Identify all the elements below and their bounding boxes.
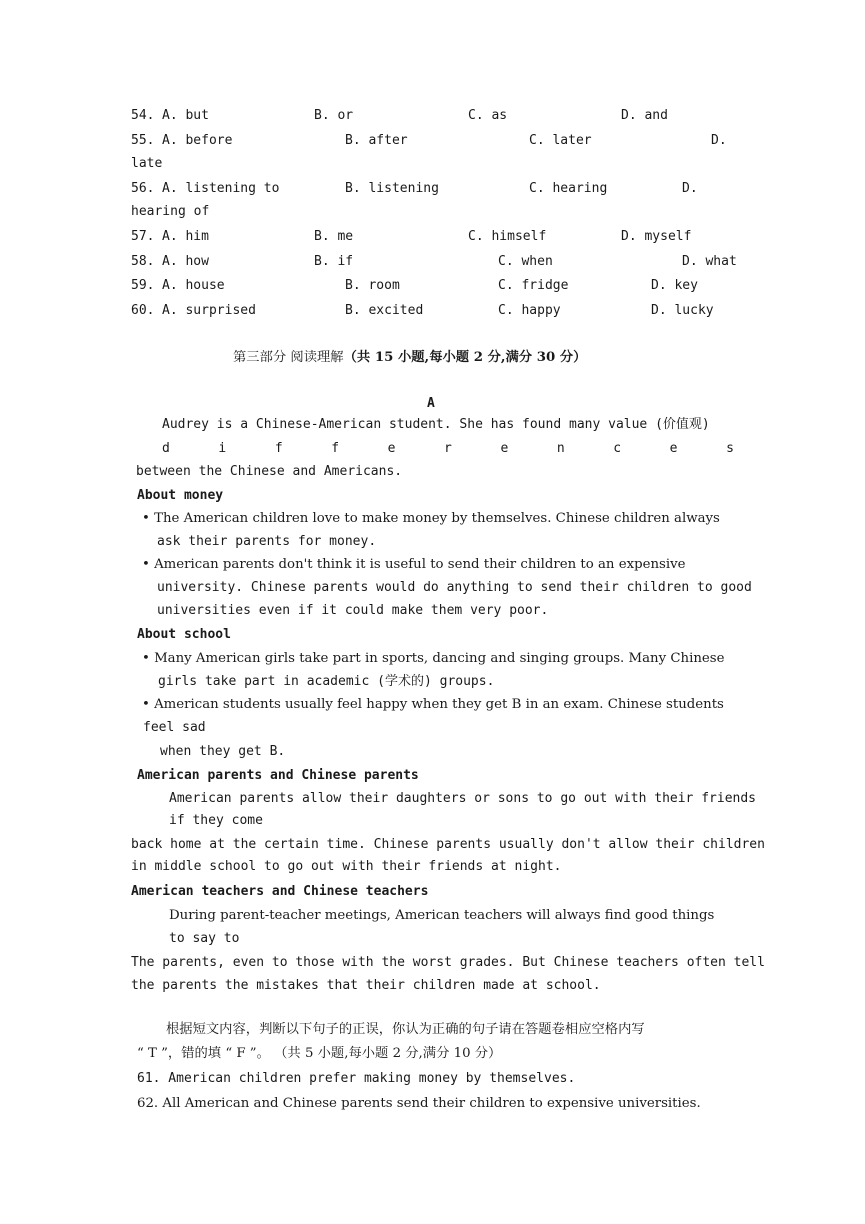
money-bullet-2-cont: university. Chinese parents would do anything to send their children to good <box>157 580 752 595</box>
parents-line: in middle school to go out with their friends at night. <box>131 859 562 874</box>
spread-letter: f <box>331 441 340 456</box>
option-c: C. hearing <box>529 181 608 196</box>
option-c: C. later <box>529 133 592 148</box>
school-bullet-1: • Many American girls take part in sports, dancing and singing groups. Many Chinese <box>142 651 725 666</box>
option-a: A. him <box>162 229 209 244</box>
parents-line: if they come <box>169 813 263 828</box>
option-a: A. listening to <box>162 181 280 196</box>
option-b: B. excited <box>345 303 424 318</box>
question-number: 59. <box>131 278 155 293</box>
option-a: A. but <box>162 108 209 123</box>
parents-line: American parents allow their daughters or sons to go out with their friends <box>169 791 756 806</box>
teachers-line: the parents the mistakes that their children made at school. <box>131 978 601 993</box>
spread-letter: r <box>444 441 452 456</box>
spread-letter: n <box>556 441 565 456</box>
question-number: 56. <box>131 181 155 196</box>
option-c: C. happy <box>498 303 561 318</box>
teachers-line: to say to <box>169 931 240 946</box>
instructions-line2: “ T ”，错的填 “ F ”。 （共 5 小题,每小题 2 分,满分 10 分） <box>137 1046 502 1061</box>
school-bullet-2: • American students usually feel happy when they get B in an exam. Chinese students <box>142 697 724 712</box>
money-bullet-2-cont: universities even if it could make them very poor. <box>157 603 549 618</box>
option-d: D. what <box>682 254 737 269</box>
option-b: B. if <box>314 254 354 269</box>
section-part: 第三部分 阅读理解 <box>233 350 344 365</box>
heading-parents: American parents and Chinese parents <box>137 768 419 783</box>
option-b: B. listening <box>345 181 439 196</box>
section-info: （共 15 小题,每小题 2 分,满分 30 分） <box>343 350 587 365</box>
question-number: 58. <box>131 254 155 269</box>
statement-62: 62. All American and Chinese parents send their children to expensive universities. <box>137 1096 701 1111</box>
option-b: B. or <box>314 108 354 123</box>
money-bullet-1: • The American children love to make money by themselves. Chinese children always <box>142 511 720 526</box>
option-d: D. <box>682 181 698 196</box>
option-c: C. when <box>498 254 553 269</box>
money-bullet-1-cont: ask their parents for money. <box>157 534 377 549</box>
spread-letter: c <box>613 441 622 456</box>
option-c: C. as <box>468 108 508 123</box>
spread-letter: s <box>726 441 734 456</box>
option-a: A. house <box>162 278 225 293</box>
teachers-line: During parent-teacher meetings, American teachers will always find good things <box>169 908 715 923</box>
question-number: 57. <box>131 229 155 244</box>
question-number: 55. <box>131 133 155 148</box>
option-c: C. himself <box>468 229 547 244</box>
money-bullet-2: • American parents don't think it is useful to send their children to an expensive <box>142 557 686 572</box>
question-number: 60. <box>131 303 155 318</box>
option-a: A. before <box>162 133 233 148</box>
option-d: D. myself <box>621 229 692 244</box>
option-d: D. and <box>621 108 668 123</box>
spread-letter: d <box>162 441 170 456</box>
passage-intro-line1: Audrey is a Chinese-American student. She has found many value (价值观) <box>162 417 710 432</box>
section-heading <box>233 348 586 367</box>
spread-letter: i <box>218 441 227 456</box>
school-bullet-2-cont: feel sad <box>143 720 206 735</box>
passage-intro-line2: between the Chinese and Americans. <box>136 464 403 479</box>
option-b: B. after <box>345 133 408 148</box>
option-c: C. fridge <box>498 278 569 293</box>
option-a: A. surprised <box>162 303 256 318</box>
teachers-line: The parents, even to those with the worst grades. But Chinese teachers often tell <box>131 955 765 970</box>
question-number: 54. <box>131 108 155 123</box>
option-d: D. <box>711 133 727 148</box>
option-d: D. key <box>651 278 698 293</box>
spread-letter: e <box>387 441 396 456</box>
option-d-wrap: hearing of <box>131 204 210 219</box>
heading-teachers: American teachers and Chinese teachers <box>131 884 429 899</box>
spread-letter: f <box>274 441 283 456</box>
statement-61: 61. American children prefer making money by themselves. <box>137 1071 576 1086</box>
school-bullet-2-cont: when they get B. <box>160 744 286 759</box>
passage-intro-spread <box>162 440 734 458</box>
instructions-line1: 根据短文内容，判断以下句子的正误，你认为正确的句子请在答题卷相应空格内写 <box>166 1022 645 1037</box>
heading-about-school: About school <box>137 627 231 642</box>
passage-label: A <box>427 396 435 411</box>
option-d-wrap: late <box>131 156 163 171</box>
parents-line: back home at the certain time. Chinese parents usually don't allow their children <box>131 837 765 852</box>
school-bullet-1-cont: girls take part in academic (学术的) groups. <box>158 674 495 689</box>
option-b: B. me <box>314 229 354 244</box>
spread-letter: e <box>669 441 678 456</box>
option-b: B. room <box>345 278 400 293</box>
option-a: A. how <box>162 254 209 269</box>
spread-letter: e <box>500 441 509 456</box>
option-d: D. lucky <box>651 303 714 318</box>
heading-about-money: About money <box>137 488 224 503</box>
